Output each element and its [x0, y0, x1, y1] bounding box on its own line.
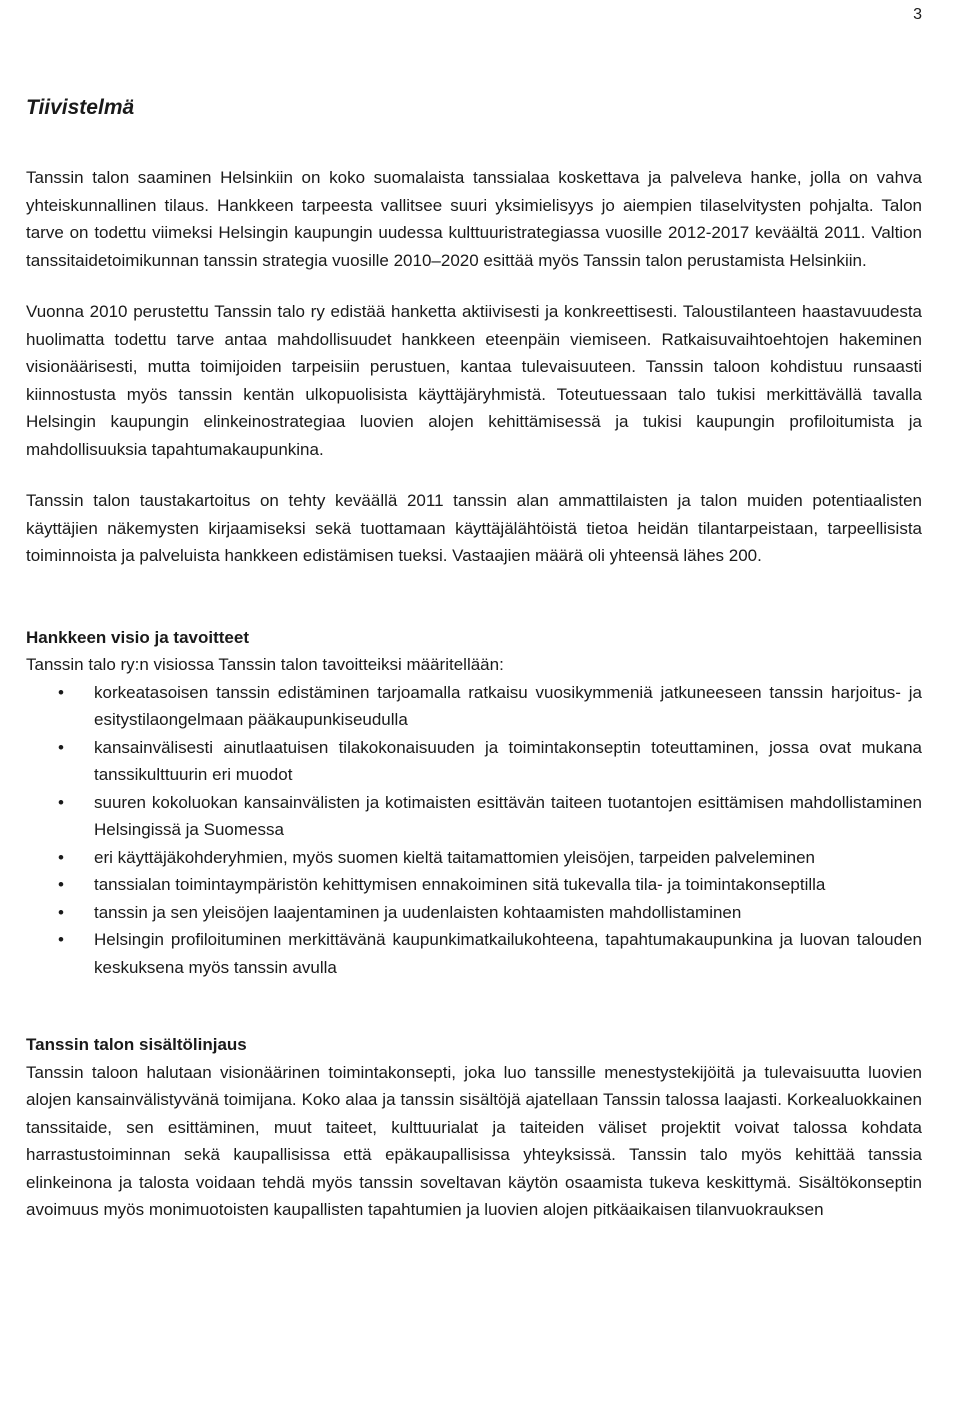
list-item [26, 734, 922, 789]
list-item [26, 789, 922, 844]
list-item-text: kansainvälisesti ainutlaatuisen tilakokonaisuuden ja toimintakonseptin toteuttaminen, jossa ovat mukana tanssikulttuurin eri muodot [94, 737, 922, 784]
list-item-text: tanssin ja sen yleisöjen laajentaminen ja uudenlaisten kohtaamisten mahdollistaminen [94, 902, 742, 922]
bullet-icon: • [58, 847, 64, 867]
sisalto-paragraph: Tanssin taloon halutaan visionäärinen toimintakonsepti, joka luo tanssille menestystekijöitä ja tulevaisuutta luovien alojen kansainvälistyvänä toimijana. Koko alaa ja tanssin sisältöjä ajatellaan Tanssin talossa laajasti. Korkealuokkainen tanssitaide, sen esittäminen, muut taiteet, kulttuurialat ja taiteiden väliset projektit voivat talossa kohdata harrastustoiminnan sekä kaupallisissa että epäkaupallisissa yhteyksissä. Tanssin talo myös kehittää tanssia elinkeinona ja talosta voidaan tehdä myös tanssin soveltavan käytön osaamista tukeva keskittymä. Sisältökonseptin avoimuus myös monimuotoisten kaupallisten tapahtumien ja luovien alojen pitkäaikaisen tilanvuokrauksen [26, 1062, 922, 1219]
heading-sisalto: Tanssin talon sisältölinjaus [26, 1035, 247, 1054]
heading-visio: Hankkeen visio ja tavoitteet [26, 627, 249, 647]
paragraph-3: Tanssin talon taustakartoitus on tehty keväällä 2011 tanssin alan ammattilaisten ja talon muiden potentiaalisten käyttäjien näkemysten kirjaamiseksi sekä tuottamaan käyttäjälähtöistä tietoa heidän tilantarpeistaan, tarpeellisista toiminnoista ja palveluista hankkeen edistämisen tueksi. Vastaajien määrä oli yhteensä lähes 200. [26, 491, 922, 565]
bullet-icon: • [58, 930, 64, 949]
list-item-text: tanssialan toimintaympäristön kehittymisen ennakoiminen sitä tukevalla tila- ja toimintakonseptilla [94, 875, 826, 894]
list-item [26, 926, 922, 981]
page-number: 3 [913, 6, 922, 23]
list-item [26, 844, 922, 872]
visio-intro: Tanssin talo ry:n visiossa Tanssin talon tavoitteiksi määritellään: [26, 655, 504, 674]
bullet-icon: • [58, 737, 64, 757]
paragraph-2: Vuonna 2010 perustettu Tanssin talo ry edistää hanketta aktiivisesti ja konkreettisesti. Taloustilanteen haastavuudesta huolimatta todettu tarve antaa mahdollisuudet hankkeen eteenpäin viemiseen. Ratkaisuvaihtoehtojen hakeminen visionäärisesti, mutta toimijoiden tarpeisiin perustuen, kantaa tulevaisuuteen. Tanssin taloon kohdistuu runsaasti kiinnostusta myös tanssin kentän ulkopuolisista käyttäjäryhmistä. Toteutuessaan talo tukisi merkittävällä tavalla Helsingin kaupungin elinkeinostrategiaa luovien alojen kehittämisessä ja tukisi kaupungin profiloitumista ja mahdollisuuksia tapahtumakaupunkina. [26, 302, 922, 459]
bullet-icon: • [58, 875, 64, 894]
document-body [26, 96, 922, 1224]
list-item [26, 871, 922, 899]
bullet-icon: • [58, 682, 64, 702]
list-item-text: suuren kokoluokan kansainvälisten ja kotimaisten esittävän taiteen tuotantojen esittämisen mahdollistaminen Helsingissä ja Suomessa [94, 792, 922, 839]
section-title: Tiivistelmä [26, 96, 135, 119]
bullet-icon: • [58, 792, 64, 812]
list-item-text: Helsingin profiloituminen merkittävänä kaupunkimatkailukohteena, tapahtumakaupunkina ja luovan talouden keskuksena myös tanssin avulla [94, 930, 922, 977]
goals-list [26, 679, 922, 982]
bullet-icon: • [58, 902, 64, 922]
list-item-text: korkeatasoisen tanssin edistäminen tarjoamalla ratkaisu vuosikymmeniä jatkuneeseen tanssin harjoitus- ja esitystilaongelmaan pääkaupunkiseudulla [94, 682, 922, 729]
list-item [26, 899, 922, 927]
list-item-text: eri käyttäjäkohderyhmien, myös suomen kieltä taitamattomien yleisöjen, tarpeiden palveleminen [94, 847, 815, 867]
paragraph-1: Tanssin talon saaminen Helsinkiin on koko suomalaista tanssialaa koskettava ja palveleva hanke, jolla on vahva yhteiskunnallinen tilaus. Hankkeen tarpeesta vallitsee suuri yksimielisyys jo aiempien tilaselvitysten pohjalta. Talon tarve on todettu viimeksi Helsingin kaupungin uudessa kulttuuristrategiassa vuosille 2012-2017 keväältä 2011. Valtion tanssitaidetoimikunnan tanssin strategia vuosille 2010–2020 esittää myös Tanssin talon perustamista Helsinkiin. [26, 168, 922, 270]
list-item [26, 679, 922, 734]
